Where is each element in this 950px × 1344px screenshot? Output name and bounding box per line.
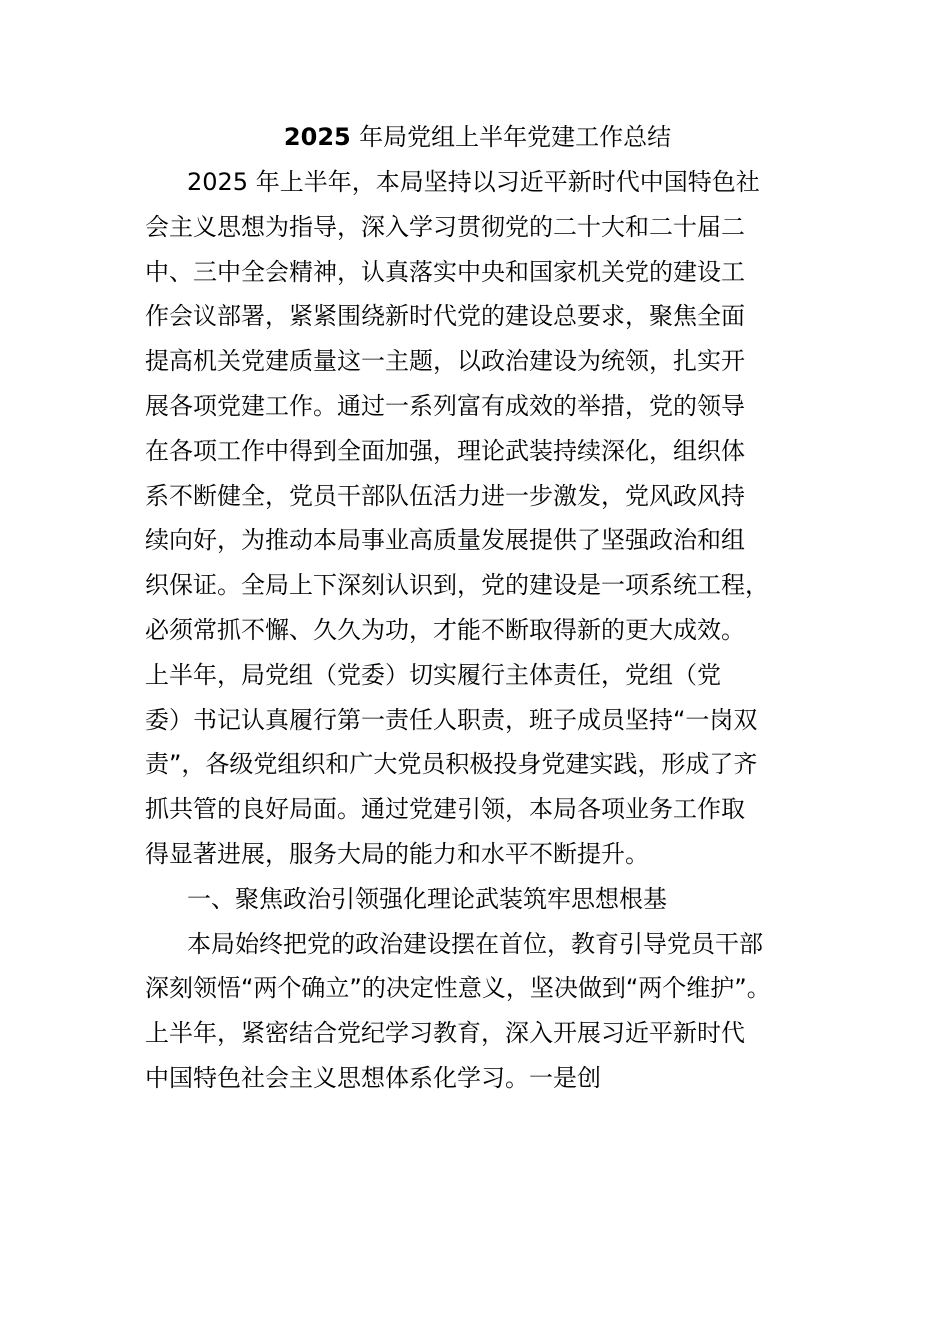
- body-line: 织保证。全局上下深刻认识到，党的建设是一项系统工程，: [145, 571, 769, 600]
- body-line: 作会议部署，紧紧围绕新时代党的建设总要求，聚焦全面: [145, 302, 745, 331]
- title-text: 年局党组上半年党建工作总结: [359, 123, 672, 151]
- body-line: 本局始终把党的政治建设摆在首位，教育引导党员干部: [187, 929, 763, 958]
- body-line: 上半年，局党组（党委）切实履行主体责任，党组（党: [145, 660, 721, 689]
- body-line: 展各项党建工作。通过一系列富有成效的举措，党的领导: [145, 391, 745, 420]
- document-title: [145, 115, 810, 160]
- body-line: 续向好，为推动本局事业高质量发展提供了坚强政治和组: [145, 526, 745, 555]
- body-line: 中国特色社会主义思想体系化学习。一是创: [145, 1063, 601, 1092]
- body-line: 在各项工作中得到全面加强，理论武装持续深化，组织体: [145, 436, 745, 465]
- body-line: 得显著进展，服务大局的能力和水平不断提升。: [145, 839, 649, 868]
- document-page: [145, 115, 810, 1101]
- body-line: 责”，各级党组织和广大党员积极投身党建实践，形成了齐: [145, 750, 758, 779]
- body-line: 委）书记认真履行第一责任人职责，班子成员坚持“一岗双: [145, 705, 758, 734]
- body-line: 系不断健全，党员干部队伍活力进一步激发，党风政风持: [145, 481, 745, 510]
- body-line: 必须常抓不懈、久久为功，才能不断取得新的更大成效。: [145, 615, 745, 644]
- body-line: 2025 年上半年，本局坚持以习近平新时代中国特色社: [187, 168, 760, 196]
- section-heading: 一、聚焦政治引领强化理论武装筑牢思想根基: [187, 884, 667, 913]
- title-year: 2025: [283, 123, 351, 151]
- body-line: 会主义思想为指导，深入学习贯彻党的二十大和二十届二: [145, 212, 745, 241]
- body-line: 深刻领悟“两个确立”的决定性意义，坚决做到“两个维护”。: [145, 974, 771, 1003]
- body-line: 提高机关党建质量这一主题，以政治建设为统领，扎实开: [145, 347, 745, 376]
- body-line: 中、三中全会精神，认真落实中央和国家机关党的建设工: [145, 257, 745, 286]
- document-body: [145, 160, 810, 1101]
- body-line: 抓共管的良好局面。通过党建引领，本局各项业务工作取: [145, 795, 745, 824]
- body-line: 上半年，紧密结合党纪学习教育，深入开展习近平新时代: [145, 1019, 745, 1048]
